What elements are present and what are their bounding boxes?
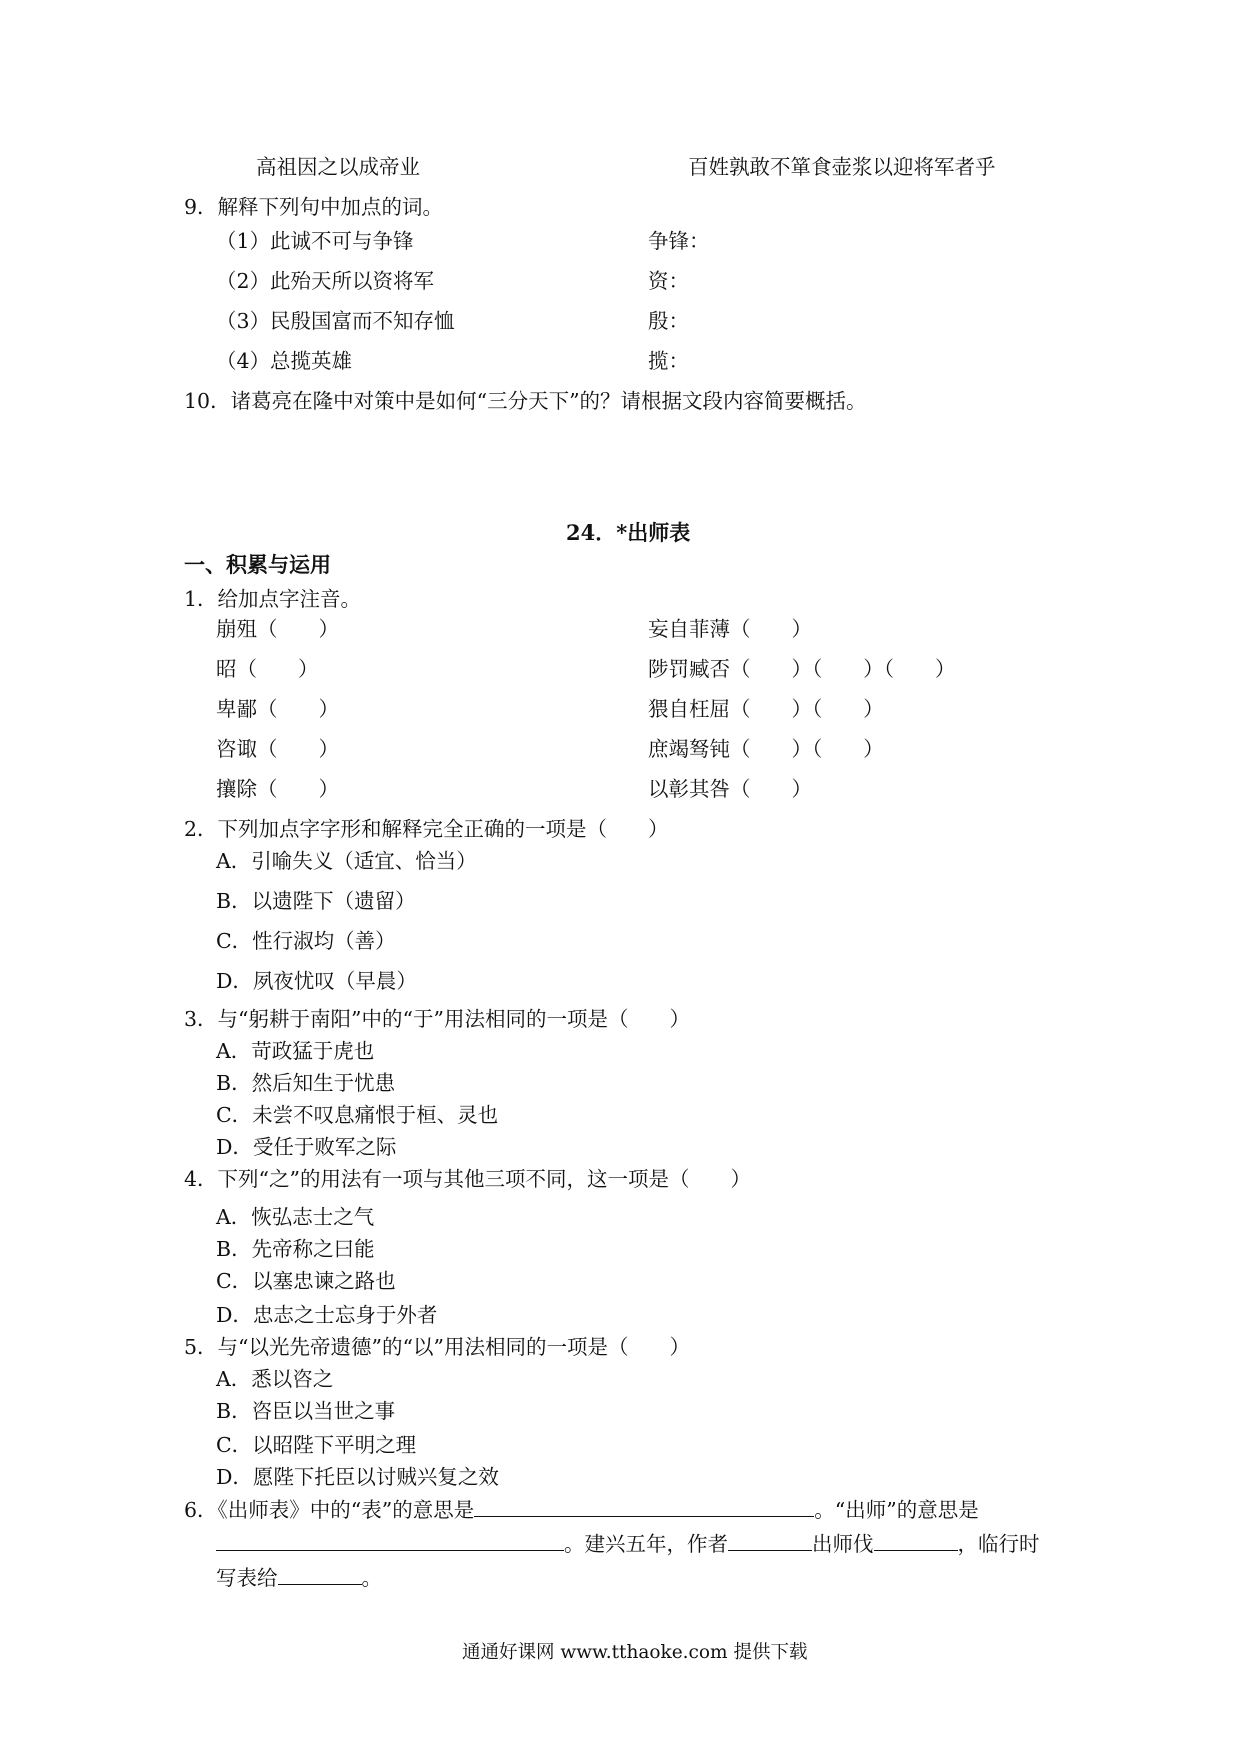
footer-credit: 通通好课网 www.tthaoke.com 提供下载 xyxy=(462,1642,808,1663)
q5-stem: 5．与“以光先帝遗德”的“以”用法相同的一项是（ ） xyxy=(184,1335,690,1359)
q9-answer-label-4: 揽： xyxy=(648,349,689,373)
q6-line-2 xyxy=(216,1530,1040,1557)
q6-blank-1[interactable] xyxy=(474,1496,814,1517)
example-left: 高祖因之以成帝业 xyxy=(256,155,420,179)
q1-left-item-5: 攘除（ ） xyxy=(216,777,339,801)
q1-right-item-5: 以彰其咎（ ） xyxy=(648,777,812,801)
q1-left-item-2: 昭（ ） xyxy=(216,657,319,681)
section-heading: 一、积累与运用 xyxy=(184,552,331,577)
q1-left-item-4: 咨诹（ ） xyxy=(216,737,339,761)
q9-answer-label-1: 争锋： xyxy=(648,229,710,253)
q1-stem: 1．给加点字注音。 xyxy=(184,587,362,611)
q5-option-c: C．以昭陛下平明之理 xyxy=(216,1433,417,1457)
q9-answer-label-2: 资： xyxy=(648,269,689,293)
q5-option-a: A．悉以咨之 xyxy=(216,1367,334,1391)
q3-stem: 3．与“躬耕于南阳”中的“于”用法相同的一项是（ ） xyxy=(184,1007,690,1031)
q4-option-b: B．先帝称之曰能 xyxy=(216,1237,375,1261)
q1-right-item-4: 庶竭驽钝（ ）（ ） xyxy=(648,737,884,761)
q2-stem: 2．下列加点字字形和解释完全正确的一项是（ ） xyxy=(184,817,669,841)
q2-option-c: C．性行淑均（善） xyxy=(216,929,396,953)
q4-option-d: D．忠志之士忘身于外者 xyxy=(216,1303,438,1327)
q3-option-c: C．未尝不叹息痛恨于桓、灵也 xyxy=(216,1103,499,1127)
example-right: 百姓孰敢不箪食壶浆以迎将军者乎 xyxy=(688,155,996,179)
q3-option-d: D．受任于败军之际 xyxy=(216,1135,397,1159)
q5-option-d: D．愿陛下托臣以讨贼兴复之效 xyxy=(216,1465,499,1489)
q9-item-2: （2）此殆天所以资将军 xyxy=(216,269,435,293)
q6-blank-4[interactable] xyxy=(874,1530,958,1551)
q1-right-item-2: 陟罚臧否（ ）（ ）（ ） xyxy=(648,657,956,681)
q1-left-item-3: 卑鄙（ ） xyxy=(216,697,339,721)
q9-item-3: （3）民殷国富而不知存恤 xyxy=(216,309,455,333)
q1-left-item-1: 崩殂（ ） xyxy=(216,617,339,641)
q1-right-item-1: 妄自菲薄（ ） xyxy=(648,617,812,641)
q3-option-b: B．然后知生于忧患 xyxy=(216,1071,396,1095)
q2-option-b: B．以遗陛下（遗留） xyxy=(216,889,416,913)
q4-option-a: A．恢弘志士之气 xyxy=(216,1205,375,1229)
q1-right-item-3: 猥自枉屈（ ）（ ） xyxy=(648,697,884,721)
q5-option-b: B．咨臣以当世之事 xyxy=(216,1399,396,1423)
q3-option-a: A．苛政猛于虎也 xyxy=(216,1039,375,1063)
q6-text-2: 。“出师”的意思是 xyxy=(814,1498,979,1522)
q6-text-5: ，临行时 xyxy=(957,1532,1040,1556)
q6-text-7: 。 xyxy=(361,1566,382,1590)
q9-item-4: （4）总揽英雄 xyxy=(216,349,353,373)
q6-text-4: 出师伐 xyxy=(812,1532,874,1556)
q9-item-1: （1）此诚不可与争锋 xyxy=(216,229,414,253)
q4-option-c: C．以塞忠谏之路也 xyxy=(216,1269,396,1293)
q6-blank-5[interactable] xyxy=(278,1564,362,1585)
q6-text-1: 6．《出师表》中的“表”的意思是 xyxy=(184,1498,475,1522)
q9-stem: 9．解释下列句中加点的词。 xyxy=(184,195,444,219)
q2-option-a: A．引喻失义（适宜、恰当） xyxy=(216,849,477,873)
q2-option-d: D．夙夜忧叹（早晨） xyxy=(216,969,417,993)
q6-text-6: 写表给 xyxy=(216,1566,278,1590)
q10-stem: 10．诸葛亮在隆中对策中是如何“三分天下”的？请根据文段内容简要概括。 xyxy=(184,389,867,413)
q4-stem: 4．下列“之”的用法有一项与其他三项不同，这一项是（ ） xyxy=(184,1167,752,1191)
q6-line-1 xyxy=(184,1496,979,1523)
q9-answer-label-3: 殷： xyxy=(648,309,689,333)
q6-blank-2[interactable] xyxy=(216,1530,564,1551)
q6-blank-3[interactable] xyxy=(728,1530,812,1551)
q6-text-3: 。建兴五年，作者 xyxy=(564,1532,728,1556)
lesson-title: 24．*出师表 xyxy=(566,520,691,545)
q6-line-3 xyxy=(216,1564,382,1591)
